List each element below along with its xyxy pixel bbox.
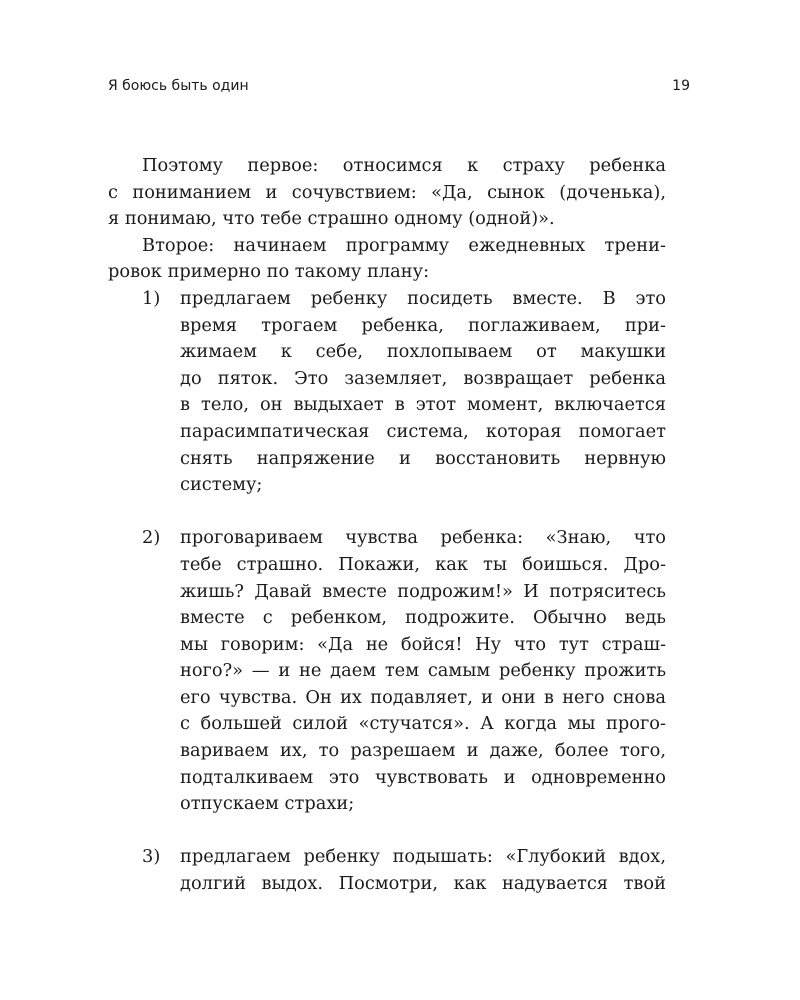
text-line: жимаем к себе, похлопываем от макушки bbox=[180, 341, 666, 363]
text-line: в тело, он выдыхает в этот момент, включается bbox=[180, 394, 666, 416]
text-line: вместе с ребенком, подрожите. Обычно ведь bbox=[180, 607, 666, 629]
page-number: 19 bbox=[672, 78, 690, 94]
list-item-number: 1) bbox=[142, 287, 161, 309]
text-line: тебе страшно. Покажи, как ты боишься. Дро- bbox=[180, 553, 666, 575]
list-item-number: 3) bbox=[142, 846, 161, 868]
text-line: его чувства. Он их подавляет, и они в него снова bbox=[180, 686, 666, 708]
text-line: ного?» — и не даем тем самым ребенку прожить bbox=[180, 660, 666, 682]
running-header bbox=[108, 74, 690, 98]
item-spacer bbox=[108, 499, 666, 526]
text-line: снять напряжение и восстановить нервную bbox=[180, 447, 666, 469]
list-item bbox=[108, 286, 666, 499]
text-line: Второе: начинаем программу ежедневных трени- bbox=[142, 234, 666, 256]
chapter-title: Я боюсь быть один bbox=[108, 78, 249, 94]
text-line: жишь? Давай вместе подрожим!» И потряситесь bbox=[180, 580, 666, 602]
text-line: вариваем их, то разрешаем и даже, более того, bbox=[180, 740, 666, 762]
text-line: время трогаем ребенка, поглаживаем, при- bbox=[180, 314, 666, 336]
text-line: отпускаем страхи; bbox=[180, 793, 355, 815]
text-line: мы говорим: «Да не бойся! Ну что тут страш- bbox=[180, 633, 666, 655]
text-line: долгий выдох. Посмотри, как надувается твой bbox=[180, 873, 666, 895]
paragraph bbox=[108, 233, 666, 286]
text-line: парасимпатическая система, которая помогает bbox=[180, 420, 666, 442]
text-line: подталкиваем это чувствовать и одновременно bbox=[180, 766, 666, 788]
text-line: систему; bbox=[180, 474, 263, 496]
text-line: с большей силой «стучатся». А когда мы прого- bbox=[180, 713, 666, 735]
text-line: предлагаем ребенку подышать: «Глубокий вдох, bbox=[180, 846, 666, 868]
list-item bbox=[108, 525, 666, 818]
text-line: до пяток. Это заземляет, возвращает ребенка bbox=[180, 367, 666, 389]
text-line: ровок примерно по такому плану: bbox=[108, 261, 430, 283]
text-line: я понимаю, что тебе страшно одному (одной)». bbox=[108, 208, 555, 230]
list-item bbox=[108, 844, 666, 897]
text-line: предлагаем ребенку посидеть вместе. В это bbox=[180, 287, 666, 309]
text-line: с пониманием и сочувствием: «Да, сынок (доченька), bbox=[108, 181, 666, 203]
text-line: Поэтому первое: относимся к страху ребенка bbox=[142, 155, 666, 176]
paragraph bbox=[108, 153, 666, 233]
list-item-number: 2) bbox=[142, 527, 161, 549]
item-spacer bbox=[108, 818, 666, 845]
body-text bbox=[108, 153, 666, 898]
text-line: проговариваем чувства ребенка: «Знаю, что bbox=[180, 527, 666, 549]
